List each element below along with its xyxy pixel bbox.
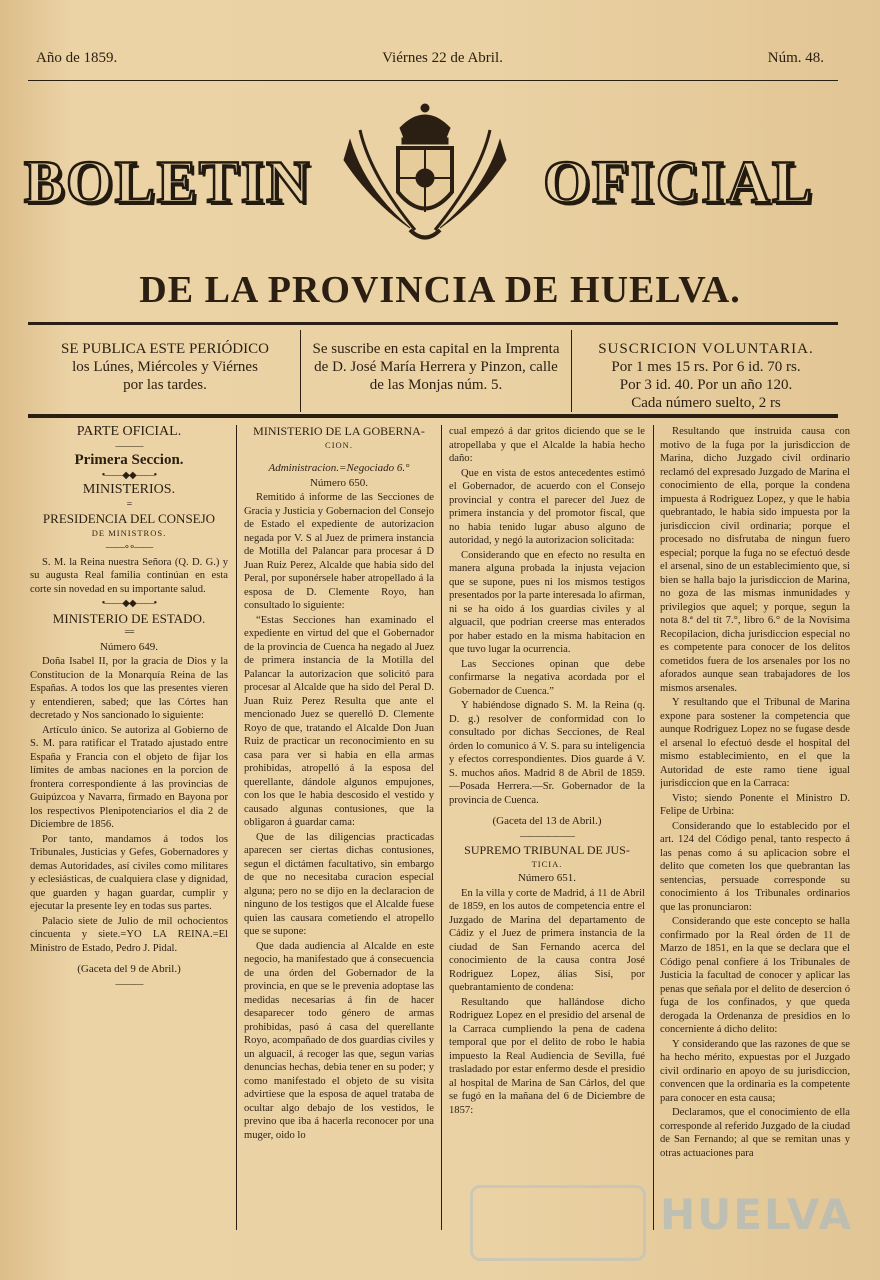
ministry-heading: MINISTERIO DE LA GOBERNA-	[253, 425, 425, 438]
column-divider	[236, 425, 237, 1230]
ornament: •——◆◆——•	[101, 598, 157, 609]
info-line: de las Monjas núm. 5.	[369, 377, 503, 393]
decree-number: Número 651.	[517, 872, 577, 884]
watermark: HUELVA	[660, 1190, 854, 1239]
paragraph: Declaramos, que el conocimiento de ella corresponde al referido Juzgado de la ciudad de San Fernando; al que se remitan unas y otras actuaciones para	[660, 1107, 850, 1159]
paragraph: Considerando que en efecto no resulta en manera alguna probada la injusta vejacion que se supone, pues ni los mismos testigos presentados por la parte interesada lo afirman, ni se ha oido á los guardias civiles y al alguacil, que podrian creerse mas enterados por haber estado en la misma habitacion en que tuvo lugar la ocurrencia.	[449, 549, 645, 655]
paragraph: Que dada audiencia al Alcalde en este negocio, ha manifestado que á consecuencia de una órden del Gobernador de la provincia, en que se le prevenia adoptase las medidas necesarias á fin de hacer desaparecer todo género de armas prohibidas, pasó á casa del querellante Royo, acompañado de dos guardias civiles y un alguacil, á recoger las que, segun varias denuncias hechas, debia tener en su poder; y como manifestado el objeto de su visita advirtiese que la esposa de aquel trataba de ocultar algo debajo de los vestidos, le previno que iba á hacerla reconocer por una muger, oido lo	[244, 940, 434, 1141]
ornament: ——————	[520, 830, 574, 842]
paragraph: Considerando que lo establecido por el art. 124 del Código penal, tanto respecto á las penas como á su aplicacion sobre el delito que cometen los que quebrantan las sentencias, persuade corresponde su conocimiento á los Tribunales ordinarios que las pronunciaron:	[660, 820, 850, 913]
ornament: •——◆◆——•	[101, 469, 157, 481]
watermark-badge	[470, 1185, 646, 1261]
subscription-prices	[572, 330, 840, 412]
info-bar	[30, 330, 840, 412]
column-divider	[653, 425, 654, 1230]
paragraph: Remitido á informe de las Secciones de Gracia y Justicia y Gobernacion del Consejo de Estado el expediente de autorizacion negada por V. S al Juez de primera instancia de Motilla del Palancar para procesar á D Juan Ruiz Perez, Alcalde que habia sido del Peral, por suponérsele haber atropellado á la esposa de D. Clemente Royo, han consultado lo siguiente:	[244, 492, 434, 611]
ornament: ——∘∘——	[105, 542, 153, 553]
paragraph: Considerando que este concepto se halla confirmado por la Real órden de 11 de Marzo de 1851, en la que se declara que el Código penal confiere á los Tribunales de Justicia la facultad de conocer y aplicar las penas que señala por el delito de desercion ó fuga de los confinados, y que queda derogada la Ordenanza de presidios en lo concerniente á dicho delito:	[660, 916, 850, 1035]
tribunal-heading-cont: TICIA.	[531, 858, 563, 869]
ministry-heading: MINISTERIO DE ESTADO.	[52, 610, 206, 626]
info-top-rule	[28, 322, 838, 325]
paragraph: Resultando que hallándose dicho Rodriguez Lopez en el presidio del arsenal de la Carraca cumpliendo la pena de cadena temporal que por el delito de robo le habia impuesto la Real Audiencia de Sevilla, fué trasladado por estar enfermo desde el presidio al hospital de Marina de San Cárlos, del que se fugó en la mañana del 6 de Diciembre de 1857:	[449, 996, 645, 1116]
top-line	[36, 50, 824, 67]
info-line: por las tardes.	[123, 377, 207, 393]
info-line: los Lúnes, Miércoles y Viérnes	[72, 359, 258, 375]
decree-number: Número 650.	[309, 476, 369, 489]
info-line: Por 3 id. 40. Por un año 120.	[619, 377, 793, 393]
info-bottom-rule	[28, 414, 838, 418]
royal-crest-icon	[330, 100, 520, 250]
info-line: SE PUBLICA ESTE PERIÓDICO	[61, 341, 269, 357]
ministry-heading-cont: CION.	[325, 439, 353, 450]
paragraph: En la villa y corte de Madrid, á 11 de Abril de 1859, en los autos de competencia entre el Juzgado de Marina del departamento de Cádiz y el Juez de primera instancia de la ciudad de San Fernando acerca del conocimiento de la causa contra José Rodriguez Lopez, álias Sisí, por quebrantamiento de condena:	[449, 887, 645, 993]
paragraph: Y resultando que el Tribunal de Marina expone para sostener la competencia que aunque Rodriguez Lopez no se fugase desde el arsenal lo efectuó desde el hospital del mismo establecimiento, en el que la Autoridad de este ramo tiene igual jurisdiccion que en la Carraca:	[660, 697, 850, 789]
source-note: (Gaceta del 13 de Abril.)	[492, 815, 602, 827]
decree-number: Número 649.	[99, 640, 159, 653]
administration-line: Administracion.=Negociado 6.°	[268, 462, 410, 474]
paragraph: Que de las diligencias practicadas aparecen ser ciertas dichas contusiones, segun el dictámen facultativo, sin embargo de que no necesitaba curacion especial alguna; pero no se dijo en la declaracion de ninguno de los testigos que el Alcalde fuese quien las causara cometiendo el atropello que se supone:	[244, 831, 434, 937]
column-3	[449, 425, 645, 1235]
paragraph: cual empezó á dar gritos diciendo que se le atropellaba y que el Alcalde la habia hecho daño:	[449, 426, 645, 464]
masthead-right-word: OFICIAL	[543, 149, 814, 215]
paragraph: Resultando que instruida causa con motivo de la fuga por la jurisdiccion de Marina, dicho Juzgado civil ordinario reclamó del expresado Juzgado de Marina el conocimiento de ella, porque la condena impuesta á Rodriguez Lopez, y que le habia quebrantado, le habia sido impuesta por la jurisdiccion civil ordinaria; porque el procesado no disfrutaba de ningun fuero especial; porque la fuga no se efectuó desde el arsenal, sino de un establecimiento que, si bien se halla bajo la jurisdiccion de Marina, no goza de las mismas inmunidades y privilegios que aquel; y porque, segun la nota 8.ª del tít 7.°, libro 6.° de la Novísima Recopilacion, dicha jurisdiccion especial no es competente para conocer de los delitos cometidos fuera de los arsenales por los no aforados aunque sean trabajadores de los mismos arsenales.	[660, 426, 850, 694]
paragraph: Y habiéndose dignado S. M. la Reina (q. D. g.) resolver de conformidad con lo consultado por dichas Secciones, de Real órden lo comunico á V. S. para su inteligencia y efectos correspondientes. Dios guarde á V. S. muchos años. Madrid 8 de Abril de 1859. —Posada Herrera.—Sr. Gobernador de la provincia de Cuenca.	[449, 700, 645, 806]
column-1	[30, 425, 228, 1245]
info-line: Por 1 mes 15 rs. Por 6 id. 70 rs.	[611, 359, 801, 375]
info-line: Se suscribe en esta capital en la Imprenta	[312, 341, 560, 357]
year: Año de 1859.	[36, 50, 118, 66]
paragraph: “Estas Secciones han examinado el expediente en virtud del que el Gobernador de la provincia de Cuenca ha negado al Juez de primera instancia de la Motilla del Palancar la autorizacion que solicitó para procesar al Alcalde que ha sido del Peral D. Juan Ruiz Perez Resulta que ante el mencionado Juez se querelló D. Clemente Royo de que, tratando el Alcalde Don Juan Ruiz de practicar un reconocimiento en su casa para ver si habia en ella armas prohibidas, atropelló á la esposa del querellante, dándole algunos empujones, con los que le habia descosido el vestido y causado algunas contusiones, que la obligaron á guardar cama:	[244, 614, 434, 828]
ornament: =	[126, 498, 132, 510]
publication-schedule	[30, 330, 300, 412]
ornament: ==	[124, 627, 134, 638]
tribunal-heading: SUPREMO TRIBUNAL DE JUS-	[464, 843, 630, 857]
presidency-subheading: DE MINISTROS.	[91, 527, 167, 538]
column-4	[660, 425, 850, 1225]
masthead-left-word: BOLETIN	[24, 149, 312, 215]
issue-number: Núm. 48.	[767, 50, 824, 66]
info-title: SUSCRICION VOLUNTARIA.	[598, 341, 814, 357]
paragraph: Artículo único. Se autoriza al Gobierno de S. M. para ratificar el Tratado ajustado entre España y Francia con el objeto de fijar los límites de ambas naciones en la porcion de frontera correspondiente á las provincias de Guipúzcoa y Navarra, firmado en Bayona por los respectivos Plenipotenciarios el dia 2 de Diciembre de 1856.	[30, 724, 228, 830]
presidency-heading: PRESIDENCIA DEL CONSEJO	[42, 511, 216, 526]
paragraph: Visto; siendo Ponente el Ministro D. Felipe de Urbina:	[660, 792, 850, 817]
ornament: ———	[115, 440, 143, 452]
source-note: (Gaceta del 9 de Abril.)	[77, 963, 181, 975]
ornament: ———	[115, 978, 143, 990]
paragraph: S. M. la Reina nuestra Señora (Q. D. G.) y su augusta Real familia continúan en esta corte sin novedad en su importante salud.	[30, 556, 228, 595]
section-subheading: Primera Seccion.	[74, 452, 184, 468]
ministries-heading: MINISTERIOS.	[82, 482, 176, 497]
column-divider	[441, 425, 442, 1230]
paragraph: Palacio siete de Julio de mil ochocientos cincuenta y siete.=YO LA REINA.=El Ministro de Estado, Pedro J. Pidal.	[30, 915, 228, 954]
province-title: DE LA PROVINCIA DE HUELVA.	[139, 269, 741, 311]
paragraph: Que en vista de estos antecedentes estimó el Gobernador, de acuerdo con el Consejo provincial y contra el parecer del Juez de primera instancia y del promotor fiscal, que no habia tenido lugar abuso alguno de autoridad, y negó la autorizacion solicitada:	[449, 467, 645, 546]
paragraph: Y considerando que las razones de que se ha hecho mérito, expuestas por el Juzgado civil ordinario en apoyo de su jurisdiccion, convencen que la ordinaria es la competente para conocer en esta causa;	[660, 1038, 850, 1104]
info-line: de D. José María Herrera y Pinzon, calle	[314, 359, 558, 375]
subscription-location	[301, 330, 571, 412]
paragraph: Las Secciones opinan que debe confirmarse la negativa acordada por el Gobernador de Cuenca.”	[449, 658, 645, 697]
column-2	[244, 425, 434, 1235]
info-line: Cada número suelto, 2 rs	[631, 395, 781, 411]
section-heading: PARTE OFICIAL.	[76, 425, 182, 439]
paragraph: Doña Isabel II, por la gracia de Dios y la Constitucion de la Monarquía Reina de las Españas. A todos los que las presentes vieren y entendieren, sabed; que las Córtes han decretado y Nos sancionado lo siguiente:	[30, 656, 228, 721]
paragraph: Por tanto, mandamos á todos los Tribunales, Justicias y Gefes, Gobernadores y demas Autoridades, así civiles como militares y eclesiásticas, de cualquiera clase y dignidad, que guarden y hagan guardar, cumplir y ejecutar la presente ley en todas sus partes.	[30, 833, 228, 912]
top-rule	[28, 80, 838, 81]
issue-date: Viérnes 22 de Abril.	[382, 50, 503, 66]
